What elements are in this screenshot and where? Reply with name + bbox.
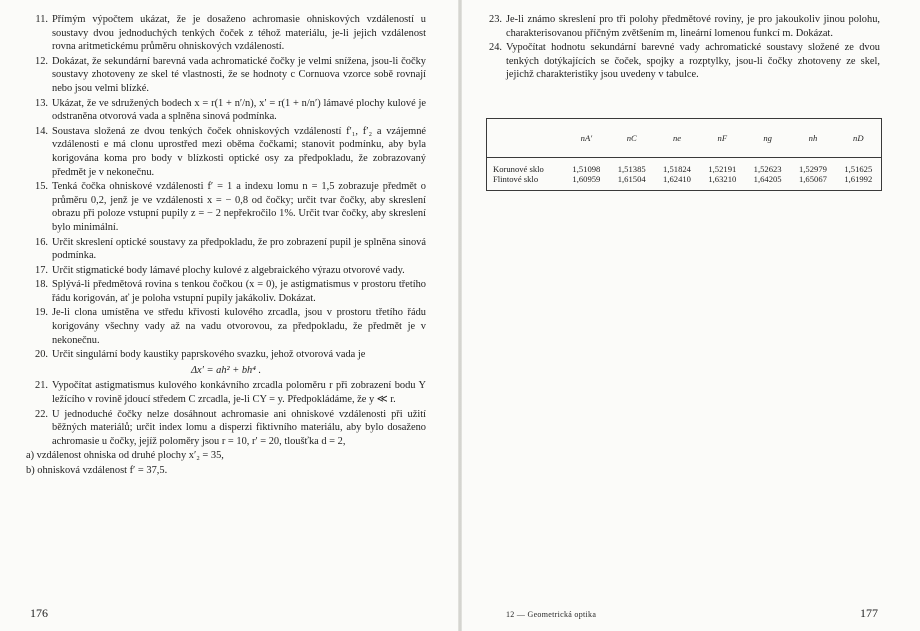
right-page [462,0,920,631]
problem-19: 19. Je-li clona umístěna ve středu křivosti kulového zrcadla, jsou v prostoru třetího řádu korigovány všechny vady až na vadu otvorovou, za předpokladu, že předmět je v nekonečnu. [35,307,426,346]
problem-23: 23. Je-li známo skreslení pro tři polohy předmětové roviny, je pro jakoukoliv jinou polohu, charakterisovanou příčným zvětšením m, lineární lomenou funkcí m. Dokázat. [489,14,880,39]
problem-18: 18. Splývá-li předmětová rovina s tenkou čočkou (x = 0), je astigmatismus v prostoru třetího řádu korigován, ať je poloha vstupní pupily jakákoliv. Dokázat. [35,279,426,304]
table-cell: 1,61992 [844,173,873,184]
table-header-cell: nh [790,119,835,157]
table-header-cell [487,119,564,157]
table-cell: 1,61504 [617,173,646,184]
table-cell: 1,51385 [617,163,646,174]
table-cell: 1,51824 [663,163,691,174]
problem-24: 24. Vypočítat hodnotu sekundární barevné vady achromatické soustavy složené ze dvou tenkých dotýkajících se čoček, spojky a rozptylky, jsou-li čočky zhotoveny ze skel, jejichž charakteristiky jsou uvedeny v tabulce. [489,42,880,81]
table-cell: 1,63210 [708,173,737,184]
table-row [487,157,881,174]
table-row [487,174,881,190]
table-cell: 1,60959 [572,173,601,184]
table-header-cell: nA′ [564,119,609,157]
problem-17: 17. Určit stigmatické body lámavé plochy kulové z algebraického výrazu otvorové vady. [35,264,405,276]
table-header-cell: nF [700,119,745,157]
running-footer: 12 — Geometrická optika [506,610,597,619]
table-header-cell: ne [654,119,699,157]
problem-16: 16. Určit skreslení optické soustavy za předpokladu, že pro zobrazení pupil je splněna sinová podmínka. [35,236,426,262]
table-cell: Korunové sklo [493,163,544,174]
page-number-right: 177 [860,606,878,620]
table-header-row [487,119,881,157]
left-column [26,13,426,479]
right-column [480,13,880,83]
problem-22: 22. U jednoduché čočky nelze dosáhnout achromasie ani ohniskové vzdálenosti při užití běžných materiálů; určit index lomu a disperzi fiktivního materiálu, aby bylo dosaženo achromasie u čočky, jejíž poloměry jsou r = 10, r′ = 20, tloušťka d = 2, [35,408,426,447]
problem-13: 13. Ukázat, že ve sdružených bodech x = r(1 + n′/n), x′ = r(1 + n/n′) lámavé plochy kulové je odstraněna otvorová vada a splněna sinová podmínka. [35,97,426,123]
table-cell: 1,52191 [708,163,737,174]
problem-14: 14. Soustava složená ze dvou tenkých čoček ohniskových vzdáleností f′₁, f′₂ a vzájemné vzdálenosti e má clonu uprostřed mezi oběma čočkami; stanovit podmínku, aby byla korigována koma pro body v blízkosti optické osy za předpokladu, že zobrazovaný předmět je v nekonečnu. [35,125,426,178]
table-cell: 1,51098 [572,163,601,174]
table-cell: 1,52623 [753,163,782,174]
refractive-index-table [487,119,881,190]
table-header-cell: ng [745,119,790,157]
formula-20: Δx′ = ah² + bh⁴ . [190,364,262,376]
table-cell: 1,52979 [798,163,827,174]
table-cell: Flintové sklo [493,173,539,184]
left-page [0,0,458,631]
table-cell: 1,65067 [798,173,827,184]
table-cell: 1,62410 [663,173,691,184]
glass-data-table [486,118,882,191]
sub-item-a: a) vzdálenost ohniska od druhé plochy x′₂ = 35, [26,450,224,462]
page-number-left: 176 [30,606,48,620]
table-header-cell: nD [836,119,881,157]
problem-11: 11. Přímým výpočtem ukázat, že je dosaženo achromasie ohniskových vzdáleností u soustavy dvou jednoduchých tenkých čoček z téhož materiálu, je-li jejich vzdálenost rovna aritmetickému průměru ohniskových vzdáleností. [35,14,426,53]
problem-12: 12. Dokázat, že sekundární barevná vada achromatické čočky je velmi snížena, jsou-li čočky soustavy zhotoveny ze skel té vlastnosti, že se hodnoty c Cornuova vzorce sobě rovnají nebo jsou velmi blízké. [35,55,426,94]
table-header-cell: nC [609,119,654,157]
sub-item-b: b) ohnisková vzdálenost f′ = 37,5. [26,465,168,476]
table-cell: 1,51625 [844,163,873,174]
table-cell: 1,64205 [753,173,782,184]
problem-20: 20. Určit singulární body kaustiky paprskového svazku, jehož otvorová vada je [35,349,366,361]
problem-21: 21. Vypočítat astigmatismus kulového konkávního zrcadla poloměru r při zobrazení bodu Y ležícího v rovině jdoucí středem C zrcadla, je-li CY = y. Předpokládáme, že y ≪ r. [35,380,426,406]
problem-15: 15. Tenká čočka ohniskové vzdálenosti f′ = 1 a indexu lomu n = 1,5 zobrazuje předmět o průměru 0,2, jenž je ve vzdálenosti x = − 0,8 od čočky; určit tvar čočky, aby skreslení obrazu při poloze vstupní pupily z = − 2 nepřekročilo 1%. Určit tvar čočky, aby skreslení bylo minimální. [35,181,426,233]
